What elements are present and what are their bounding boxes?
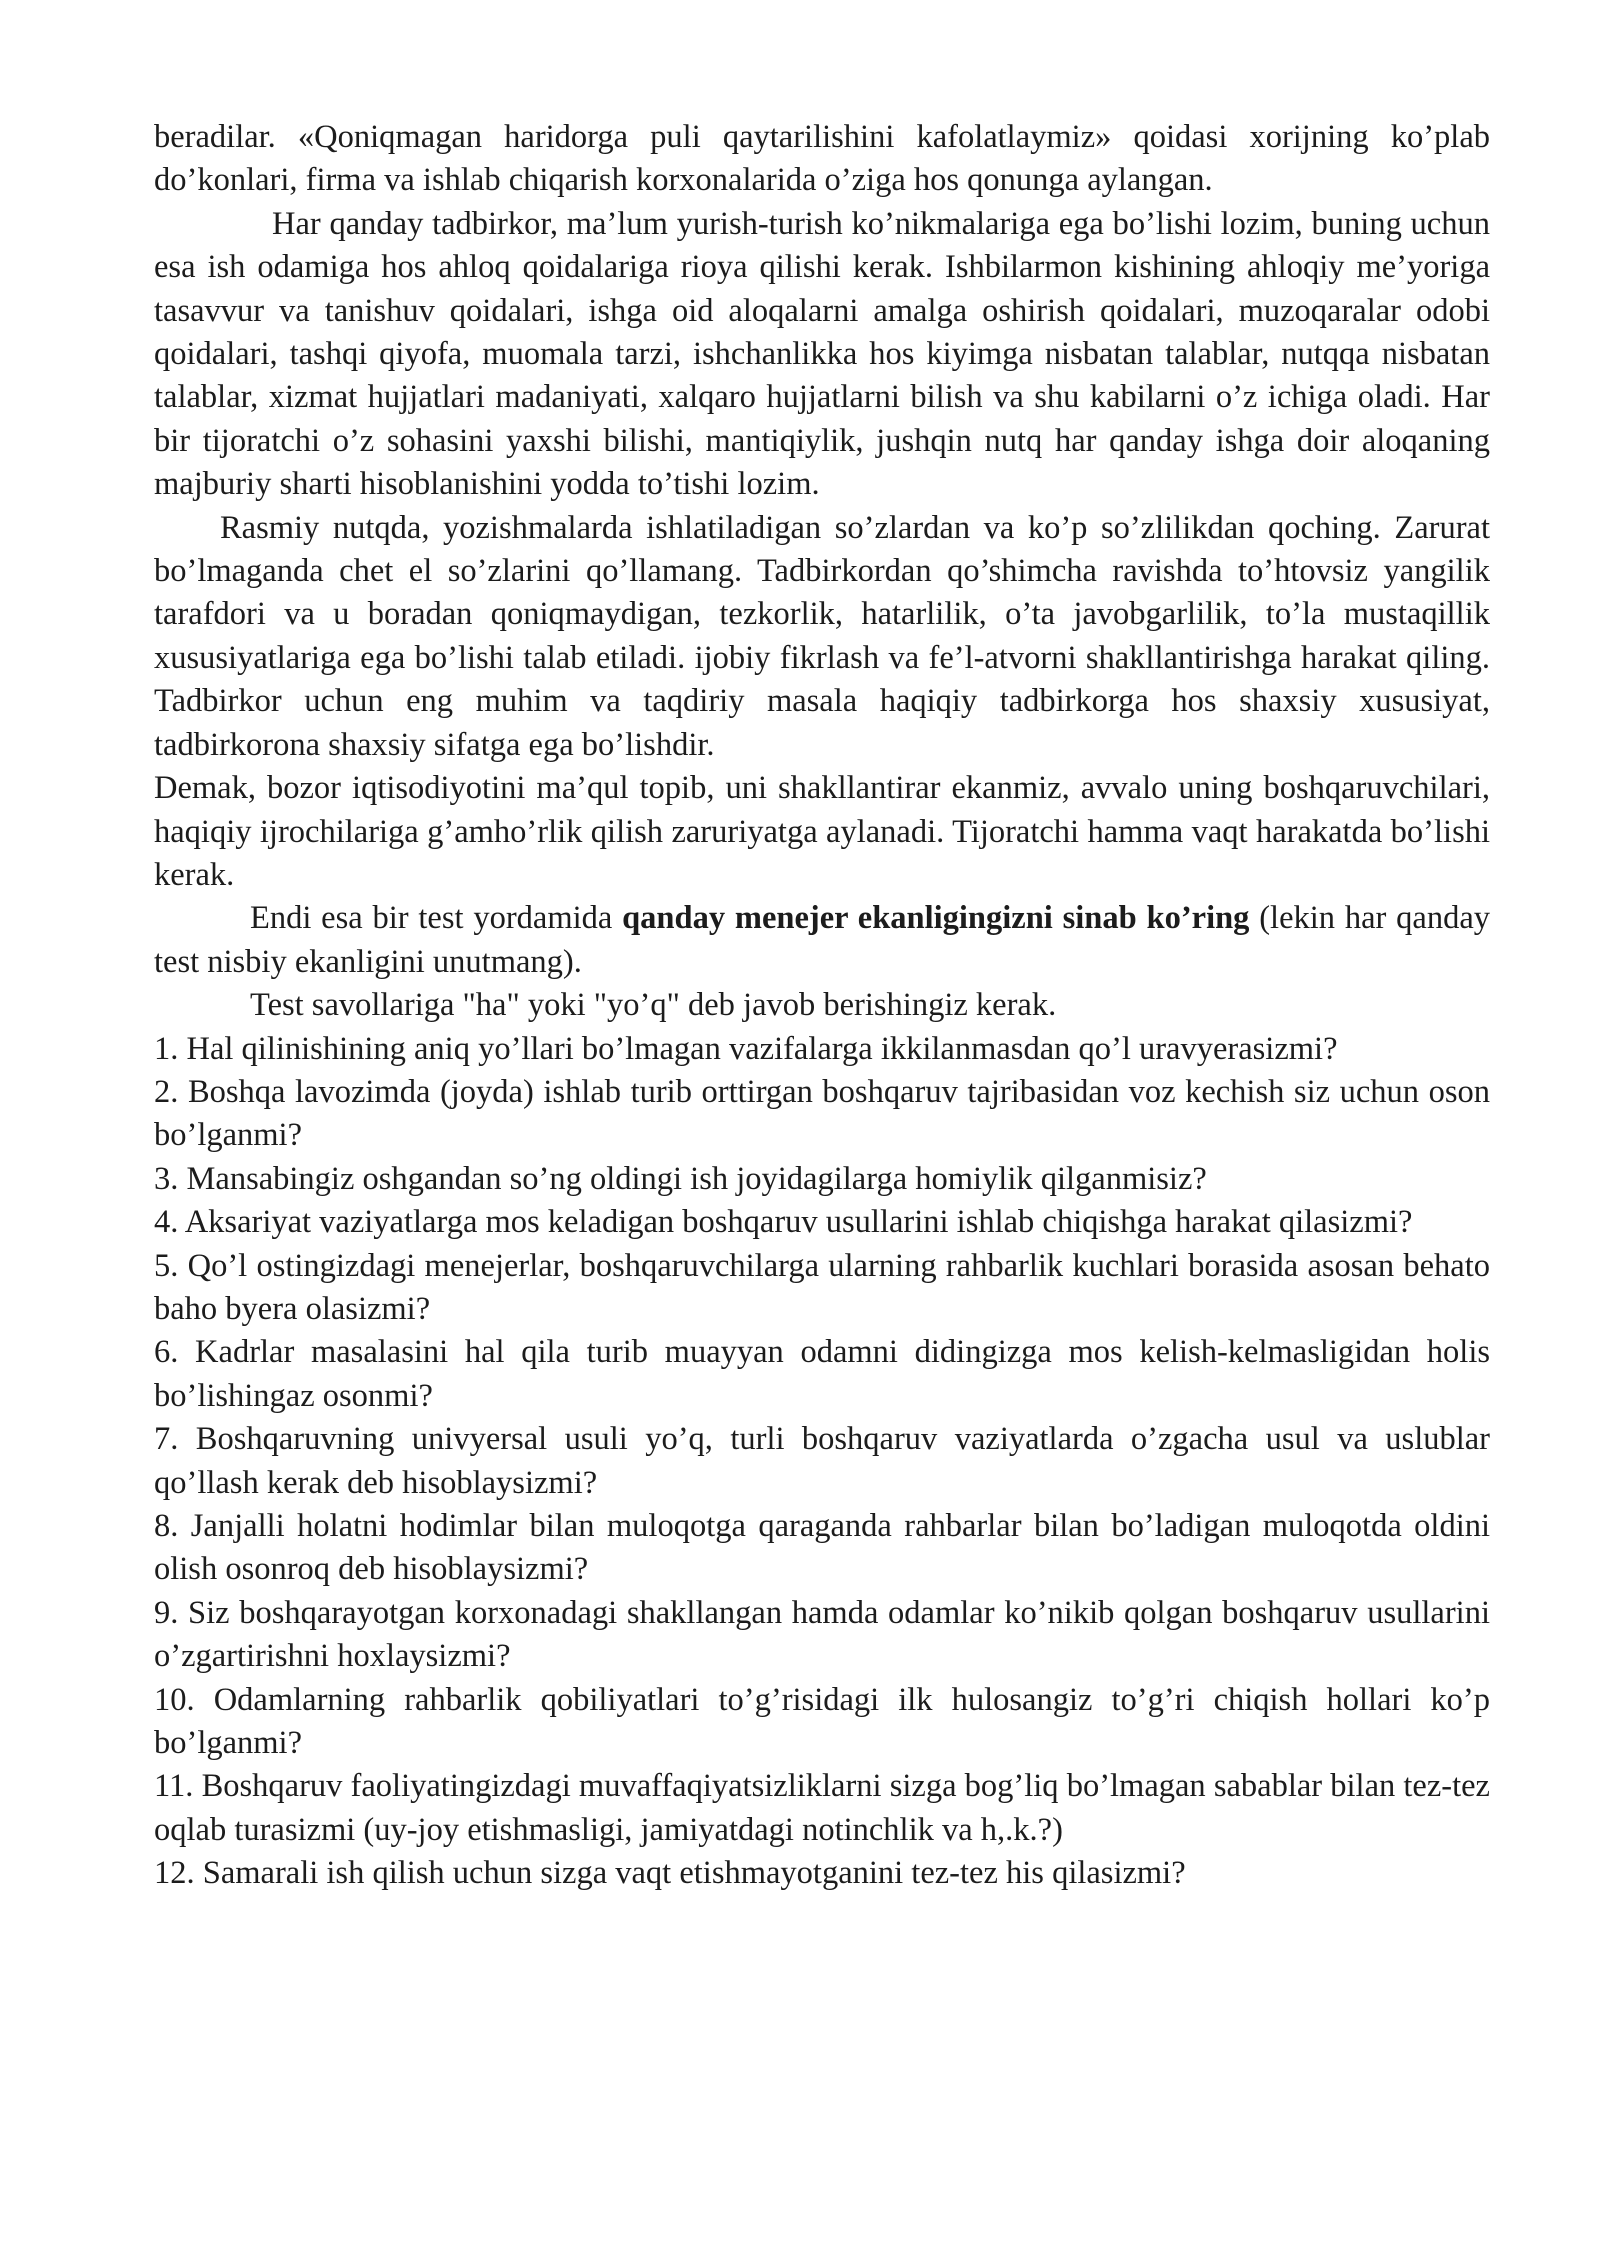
paragraph-test-intro (154, 897, 1490, 984)
question-item: 5. Qo’l ostingizdagi menejerlar, boshqaruvchilarga ularning rahbarlik kuchlari borasida asosan behato baho byera olasizmi? (154, 1247, 1490, 1327)
test-intro-post: (lekin har qanday test nisbiy ekanligini unutmang). (154, 900, 1490, 980)
question-item: 8. Janjalli holatni hodimlar bilan muloqotga qaraganda rahbarlar bilan bo’ladigan muloqotda oldini olish osonroq deb hisoblaysizmi? (154, 1508, 1490, 1588)
question-item: 9. Siz boshqarayotgan korxonadagi shakllangan hamda odamlar ko’nikib qolgan boshqaruv usullarini o’zgartirishni hoxlaysizmi? (154, 1594, 1490, 1675)
question-item: 7. Boshqaruvning univyersal usuli yo’q, turli boshqaruv vaziyatlarda o’zgacha usul va uslublar qo’llash kerak deb hisoblaysizmi? (154, 1421, 1490, 1501)
question-item: 12. Samarali ish qilish uchun sizga vaqt etishmayotganini tez-tez his qilasizmi? (154, 1855, 1186, 1892)
test-intro-bold: qanday menejer ekanligingizni sinab ko’ring (622, 900, 1250, 937)
question-item: 3. Mansabingiz oshgandan so’ng oldingi ish joyidagilarga homiylik qilganmisiz? (154, 1160, 1207, 1197)
question-item: 11. Boshqaruv faoliyatingizdagi muvaffaqiyatsizliklarni sizga bog’liq bo’lmagan sabablar bilan tez-tez oqlab turasizmi (uy-joy etishmasligi, jamiyatdagi notinchlik va h,.k.?) (154, 1768, 1490, 1848)
question-item: 10. Odamlarning rahbarlik qobiliyatlari to’g’risidagi ilk hulosangiz to’g’ri chiqish hollari ko’p bo’lganmi? (154, 1681, 1490, 1762)
paragraph-market-economy: Demak, bozor iqtisodiyotini ma’qul topib, uni shakllantirar ekanmiz, avvalo uning boshqaruvchilari, haqiqiy ijrochilariga g’amho’rlik qilish zaruriyatga aylanadi. Tijoratchi hamma vaqt harakatda bo’lishi kerak. (154, 770, 1490, 893)
paragraph-business-ethics: Har qanday tadbirkor, ma’lum yurish-turish ko’nikmalariga ega bo’lishi lozim, buning uchun esa ish odamiga hos ahloq qoidalariga rioya qilishi kerak. Ishbilarmon kishining ahloqiy me’yoriga tasavvur va tanishuv qoidalari, ishga oid aloqalarni amalga oshirish qoidalari, muzoqaralar odobi qoidalari, tashqi qiyofa, muomala tarzi, ishchanlikka hos kiyimga nisbatan talablar, nutqqa nisbatan talablar, xizmat hujjatlari madaniyati, xalqaro hujjatlarni bilish va shu kabilarni o’z ichiga oladi. Har bir tijoratchi o’z sohasini yaxshi bilishi, mantiqiylik, jushqin nutq har qanday ishga doir aloqaning majburiy sharti hisoblanishini yodda to’tishi lozim. (154, 205, 1490, 503)
question-item: 4. Aksariyat vaziyatlarga mos keladigan boshqaruv usullarini ishlab chiqishga harakat qilasizmi? (154, 1204, 1413, 1241)
paragraph-test-instructions: Test savollariga "ha" yoki "yo’q" deb javob berishingiz kerak. (250, 987, 1057, 1024)
question-item: 1. Hal qilinishining aniq yo’llari bo’lmagan vazifalarga ikkilanmasdan qo’l uravyerasizmi? (154, 1030, 1338, 1067)
paragraph-guarantee: beradilar. «Qoniqmagan haridorga puli qaytarilishini kafolatlaymiz» qoidasi xorijning ko’plab do’konlari, firma va ishlab chiqarish korxonalarida o’ziga hos qonunga aylangan. (154, 119, 1490, 199)
paragraph-official-speech: Rasmiy nutqda, yozishmalarda ishlatiladigan so’zlardan va ko’p so’zlilikdan qoching. Zarurat bo’lmaganda chet el so’zlarini qo’llamang. Tadbirkordan qo’shimcha ravishda to’htovsiz yangilik tarafdori va u boradan qoniqmaydigan, tezkorlik, hatarlilik, o’ta javobgarlilik, to’la mustaqillik xususiyatlariga ega bo’lishi talab etiladi. ijobiy fikrlash va fe’l-atvorni shakllantirishga harakat qiling. Tadbirkor uchun eng muhim va taqdiriy masala haqiqiy tadbirkorga hos shaxsiy xususiyat, tadbirkorona shaxsiy sifatga ega bo’lishdir. (154, 509, 1490, 763)
question-item: 6. Kadrlar masalasini hal qila turib muayyan odamni didingizga mos kelish-kelmasligidan holis bo’lishingaz osonmi? (154, 1334, 1490, 1414)
question-item: 2. Boshqa lavozimda (joyda) ishlab turib orttirgan boshqaruv tajribasidan voz kechish siz uchun oson bo’lganmi? (154, 1073, 1490, 1154)
test-intro-pre: Endi esa bir test yordamida (250, 900, 623, 937)
